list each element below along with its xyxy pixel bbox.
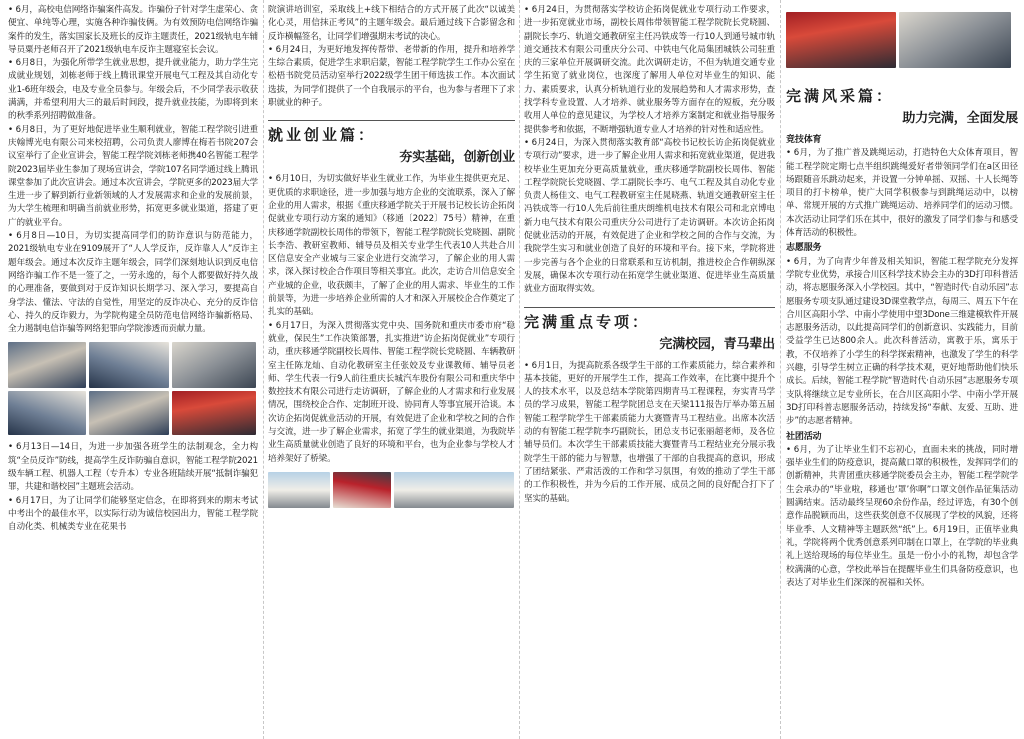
section-header-style — [786, 86, 1018, 128]
news-item: • 6月8日，为强化所带学生就业思想，提升就业能力，助力学生完成就业规划，刘栋老师于线上腾讯课堂开展电气工程及其自动化专业1-6班年级会，电及专业全员参与。年级会后，不少同学表示收获满满，并希望利用大三的最后时间段，提升就业技能，为即将到来的秋季系列招聘做准备。 — [8, 58, 258, 122]
banner-signing-photo — [172, 391, 256, 435]
section-rule — [524, 307, 775, 308]
classroom-photo — [89, 391, 169, 435]
news-item: • 6月24日，为深入贯彻落实教育部“高校书记校长访企拓岗促就业专项行动”要求，进一步了解企业用人需求和拓宽就业渠道，促进我校毕业生更加充分更高质量就业，重庆移通学院副校长周伟、智能工程学院院长党晓圆、学工副院长李巧、电气工程及其自动化专业负责人杨佳文、电气工程教研室主任晁晓燕、轨道交通教研室主任冯铁成等一行10人先后前往重庆朗维机电技术有限公司和北京博电新力电气技术有限公司重庆分公司进行了走访调研。本次访企拓岗促就业活动的开展，有效促进了企业和学校之间的合作与交流，为我院学生实习和就业创造了良好的环境和平台。接下来，学院将进一步完善与各个企业的日常联系和互访机制，推进校企合作朝纵深发展，确保本次专项行动在拓宽学生就业渠道、促进毕业生高质量就业方面取得实效。 — [524, 137, 775, 295]
event-photo — [899, 12, 1011, 68]
subsection-heading: 志愿服务 — [786, 243, 822, 254]
section-title: 完满风采篇： — [786, 87, 895, 105]
news-item: • 6月8日—10日，为切实提高同学们的防诈意识与防范能力，2021级轨电专业在9109展开了“人人学反诈，反诈靠人人”反诈主题年级会。通过本次反诈主题年级会，同学们深刻地认识到反电信网络诈骗工作不是一签了之，一劳永逸的，每个人都要做好持久战的心理准备，要做到对于反诈知识长期学习、深入学习，要提高自身学法、懂法、守法的自觉性，用坚定的反诈决心、充分的反诈信心、持久的反诈毅力，为学院构建全员防范电信网络诈骗新格局、全力遏制电信诈骗等网络犯罪向学院渗透而贡献力量。 — [8, 231, 258, 335]
section-subtitle: 完满校园，青马辈出 — [659, 336, 775, 352]
section-subtitle: 夯实基础，创新创业 — [399, 150, 515, 166]
column-4 — [786, 4, 1018, 737]
column-divider — [263, 0, 264, 739]
subsection-heading: 社团活动 — [786, 431, 822, 442]
section-rule — [268, 120, 515, 121]
section-header-key-projects — [524, 307, 775, 354]
company-visit-photo — [268, 472, 330, 508]
news-item: • 6月8日，为了更好地促进毕业生顺利就业，智能工程学院引进重庆翰博光电有限公司来校招聘，公司负责人廖博在梅若书院207会议室举行了企业宣讲会，智能工程学院刘栋老师携40名智能工程学院2023届毕业生参加了现场宣讲会，学院107名同学通过线上腾讯课堂参加了此次宣讲会。通过本次宣讲会，学院更多的2023届大学生进一步了解到新行业新领域的人才发展需求和企业的发展前景，为大学生梳理和明确当前就业形势，拓宽更多就业渠道，搭建了更广的就业平台。 — [8, 124, 258, 228]
column-1 — [8, 4, 258, 737]
news-item: • 6月17日，为深入贯彻落实党中央、国务院和重庆市委市府“稳就业，保民生”工作决策部署，扎实推进“访企拓岗促就业”专项行动，重庆移通学院副校长周伟、智能工程学院长党晓圆、车辆教研室主任陈龙灿、自动化教研室主任张姣及专业课教师、辅导员老师、学生代表一行9人前往重庆长城汽车股份有限公司和重庆华中数控技术有限公司进行走访调研，了解企业的人才需求和行业发展情况，围绕校企合作、定制班开设、协同育人等事宜展开洽谈。本次访企拓岗促就业活动的开展，有效促进了企业和学校之间的合作与交流，进一步了解企业需求，拓宽了学生的就业渠道，为我院毕业生高质量就业创造了良好的环境和平台，也为企业参与学校人才培养架好了桥梁。 — [268, 320, 515, 464]
section-header-employment — [268, 120, 515, 167]
news-item: • 6月1日，为提高院系各级学生干部的工作素质能力，综合素养和基本技能，更好的开展学生工作，提高工作效率，在比赛中提升个人的技术水平，以及总结本学院第四期青马工程课程，夯实青马学员的学习成果，智能工程学院团总支在天梁111报告厅举办第五届智能工程学院学生干部素质能力大赛暨青马工程结业。出席本次活动的有智能工程学院李巧副院长，团总支书记张丽超老师，及各位辅导员们。本次学生干部素质技能大赛暨青马工程结业充分展示我院学生干部的能力与智慧，也增强了干部的自我提高的意识，形成了团结紧张、严肃活泼的工作和学习氛围，有效的推动了学生干部的工作积极性，并为今后的工作开展、成员之间的良好配合打下了坚实的基础。 — [524, 360, 775, 504]
subsection-heading: 竞技体育 — [786, 135, 822, 145]
event-photo — [786, 12, 896, 68]
news-item: • 6月24日，为更好地发挥传帮带、老带新的作用，提升和培养学生综合素质，促进学生求职启蒙，智能工程学院学生工作办公室在松梧书院党员活动室举行2022级学生团干师选拔工作。本次面试选拔，为同学们提供了一个自我展示的平台，也为参与者理下了求职就业的种子。 — [268, 44, 515, 109]
meeting-photo — [8, 342, 86, 388]
news-item: • 6月13日—14日，为进一步加强各班学生的法制观念，全力构筑“全员反诈”防线，提高学生反诈防骗自意识，智能工程学院2021级车辆工程、机器人工程（专升本）专业各班陆续开展“抵制诈骗犯罪，共建和谐校园”主题班会活动。 — [8, 442, 258, 493]
news-item: • 6月，为了让毕业生们不忘初心，直面未来的挑战，同时增强毕业生们的防疫意识，提高戴口罩的积极性，发挥同学们的创新精神，共青团重庆移通学院委员会主办，智能工程学院学生会承办的“毕业啦，移通也‘罩’你啊”口罩文创作品征集活动圆满结束。活动最终呈现60余份作品，经过评选，有30个创意作品脱颖而出，这些获奖创意不仅展现了学校的风貌，还将毕业季、人文精神等主题跃然“纸”上。6月19日，正值毕业典礼，学院将两个优秀创意系列印制在口罩上，在学院的毕业典礼上送给现场的每位毕业生。虽是一份小小的礼物，却包含学校满满的心意，学校此举旨在提醒毕业生们具备防疫意识，也表达了对毕业生们深深的祝福和关怀。 — [786, 444, 1018, 588]
news-item: • 6月24日，为贯彻落实学校访企拓岗促就业专项行动工作要求，进一步拓宽就业市场，副校长周伟带领智能工程学院院长党晓圆、副院长李巧、轨道交通教研室主任冯铁成等一行10人到通号城市轨道交通技术有限公司重庆分公司、中铁电气化局集团城铁公司驻重庆的三家单位开展调研交流。此次调研走访，不但为轨道交通专业学生拓宽了就业岗位，也深度了解用人单位对毕业生的知识、能力、素质要求，认真分析轨道行业的发展趋势和人才需求形势，查找学科专业设置、人才培养、就业服务等方面存在的短板，充分吸收用人单位的意见建议，为学校人才培养方案制定和就业指导服务提供参考和依据，不断增强轨道专业人才培养的针对性和适应性。 — [524, 5, 775, 135]
news-item: • 6月17日，为了让同学们能够坚定信念，在即将到来的期末考试中考出个的最佳水平，以实际行动为诚信校园出力，智能工程学院自动化类、机械类专业在花果书 — [8, 495, 258, 533]
news-item: • 6月，高校电信网络诈骗案件高发。诈骗份子针对学生虚荣心、贪便宜、单纯等心理，实施各种诈骗伎俩。为有效预防电信网络诈骗案件的发生，落实国家长及班长的反诈主题责任，2021级轨电车辅导员粟丹老师召开了2021级轨电车反诈主题寝室长会议。 — [8, 5, 258, 55]
section-title: 完满重点专项： — [524, 312, 651, 331]
meeting-photo — [8, 391, 86, 435]
photo-collage — [8, 342, 258, 435]
column-3 — [524, 4, 775, 737]
news-item: • 6月，为了向青少年普及相关知识，智能工程学院充分发挥学院专业优势，承接合川区科学技术协会主办的3D打印科普活动，将志愿服务深入小学校园。其中，“智造时代·自动乐园”志愿服务专项支队通过建设3D课堂教学点，每周三、周五下午在合川区高阳小学、中南小学使用中望3Done三维建模软件开展志愿服务活动，以此提高同学们的创新意识、实践能力，目前受益学生已达800余人。此次科普活动，寓教于乐，寓乐于教，不仅培养了小学生的科学探索精神，也激发了学生的科学兴趣，引导学生树立正确的科学技术观，更好地帮助他们快乐成长。后续，智能工程学院“智造时代·自动乐园”志愿服务专项支队将继续立足专业所长，在合川区高阳小学、中南小学开展3D打印科普志愿服务活动，持续发扬“奉献、友爱、互助、进步”的志愿者精神。 — [786, 256, 1018, 427]
news-item: • 6月10日，为切实做好毕业生就业工作，为毕业生提供更充足、更优质的求职途径，进一步加强与地方企业的交流联系，深入了解企业的用人需求，根据《重庆移通学院关于开展书记校长访企拓岗促就业专项行动方案的通知》（移通〔2022〕75号）精神，在重庆移通学院副校长周伟的带领下，智能工程学院院长党晓圆、副院长李浩、教研室教师、辅导员及相关专业学生代表10人共赴合川区信息安全产业城与三家企业进行交流学习，了解企业的用人需求，深入探讨校企合作项目等相关事宜。此次，走访合川信息安全产业城的企业，收获颇丰，了解了企业的用人需求、毕业生的工作前景等，为进一步培养企业所需的人才和深入开展校企合作奠定了扎实的基础。 — [268, 174, 515, 318]
photo-collage — [268, 472, 515, 508]
classroom-photo — [89, 342, 169, 388]
group-photo — [394, 472, 514, 508]
company-visit-photo — [333, 472, 391, 508]
photo-collage — [786, 12, 1018, 68]
section-title: 就业创业篇： — [268, 126, 377, 145]
news-item: • 6月，为了推广普及跳绳运动，打造特色大众体育项目，智能工程学院定期七点半组织跳绳爱好者带领同学们在a区田径场跟随音乐跳动起来，并设置一分钟单摇、双摇、十人长绳等项目的打卡榜单，使广大同学积极参与到跳绳运动中，以榜单、常规开展的方式推广跳绳运动、培养同学们的运动习惯。本次活动让同学们乐在其中，很好的激发了同学们参与和感受体育活动的积极性。 — [786, 148, 1018, 239]
column-2 — [268, 4, 515, 737]
section-subtitle: 助力完满，全面发展 — [902, 111, 1018, 126]
classroom-photo — [172, 342, 256, 388]
column-divider — [780, 0, 781, 739]
column-divider — [519, 0, 520, 739]
news-item: 院演讲培训室，采取线上+线下相结合的方式开展了此次“以诚美化心灵，用信抹正考风”的主题年级会。最后通过线下合影留念和反诈横幅签名，让同学们增强期末考试的决心。 — [268, 5, 515, 42]
